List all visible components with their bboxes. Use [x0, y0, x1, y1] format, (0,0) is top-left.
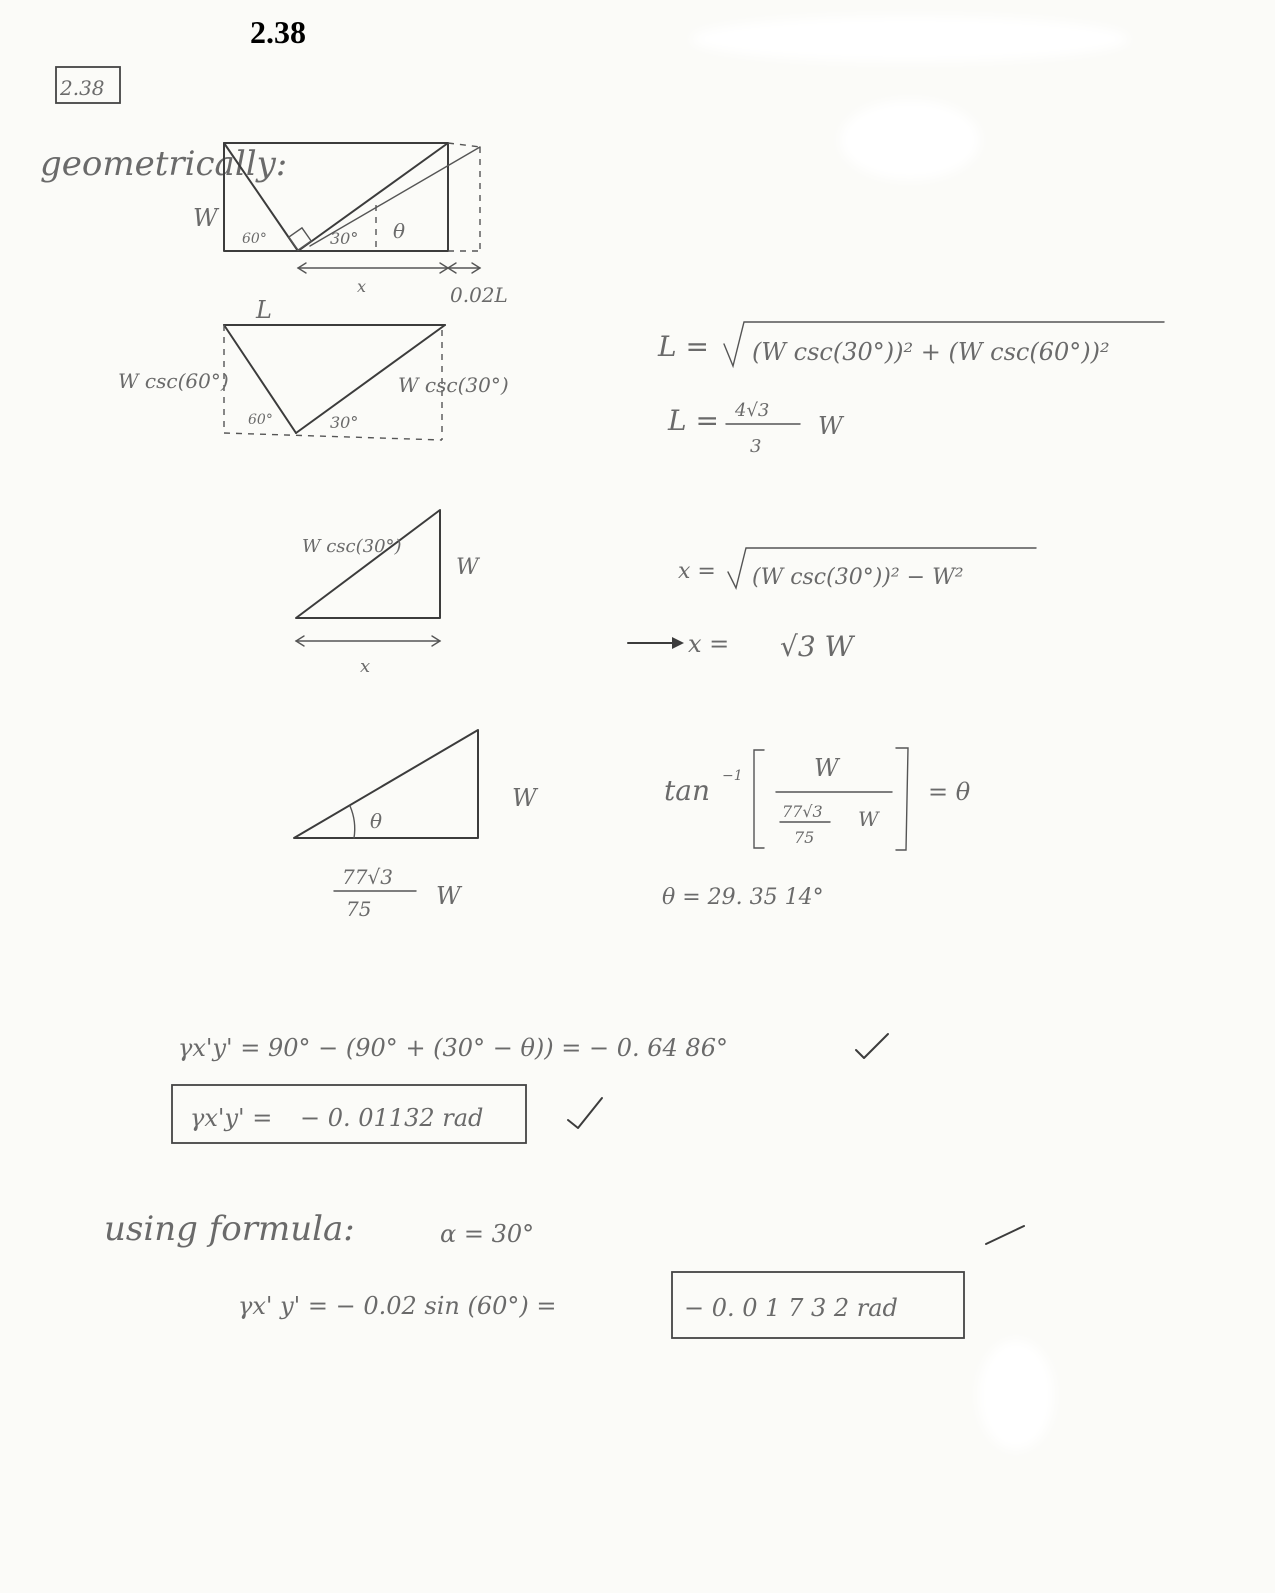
fig3-x-label: x — [360, 656, 371, 677]
eq-theta-inner-w: W — [858, 807, 879, 831]
fig4-base-w: W — [436, 882, 461, 910]
equation-x — [628, 548, 1036, 663]
eq-theta-inner-den: 75 — [794, 828, 815, 847]
fig1-x-label: x — [357, 277, 367, 296]
check-icon — [856, 1034, 888, 1058]
geometric-heading: geometrically: — [40, 144, 288, 184]
fig4-base-den: 75 — [346, 897, 372, 921]
fig1-extension-label: 0.02L — [450, 283, 508, 307]
eq-theta-num: W — [814, 754, 839, 782]
problem-title: 2.38 — [250, 14, 306, 50]
fig1-w-label: W — [193, 204, 218, 232]
fig2-left-side: W csc(60°) — [118, 369, 229, 393]
eq-x-radicand: (W csc(30°))² − W² — [752, 565, 964, 590]
fig1-angle-30: 30° — [330, 229, 359, 248]
gamma-degrees: γx'y' = 90° − (90° + (30° − θ)) = − 0. 64 86° — [178, 1034, 728, 1062]
fig4-base-num: 77√3 — [342, 865, 393, 889]
eq-x-prefix: x = — [678, 559, 716, 584]
figure-4-triangle — [294, 730, 539, 921]
gamma-rad-label: γx'y' = — [190, 1104, 273, 1132]
eq-l-result-w: W — [818, 412, 843, 440]
fig4-theta: θ — [370, 809, 383, 833]
formula-section — [104, 1209, 1024, 1338]
eq-theta-power: −1 — [722, 768, 743, 784]
eq-x-result: √3 W — [780, 630, 854, 663]
fig2-right-side: W csc(30°) — [398, 373, 509, 397]
fig2-angle-30: 30° — [330, 413, 359, 432]
paper-smudge — [978, 1340, 1054, 1450]
fig2-angle-60: 60° — [248, 412, 273, 428]
figure-2-triangle — [118, 296, 509, 440]
fig3-hypotenuse: W csc(30°) — [302, 536, 402, 557]
eq-theta-equals: = θ — [928, 778, 971, 806]
eq-l-result-num: 4√3 — [735, 400, 770, 421]
problem-tag — [56, 67, 120, 103]
arrow-icon — [672, 637, 684, 649]
eq-theta-func: tan — [664, 774, 710, 807]
fig4-w-label: W — [512, 784, 537, 812]
eq-l-result-prefix: L = — [668, 404, 719, 437]
eq-theta-value: θ = 29. 35 14° — [662, 885, 824, 910]
eq-theta-inner-num: 77√3 — [782, 802, 823, 821]
check-icon — [568, 1098, 602, 1128]
gamma-rad-value: − 0. 01132 rad — [300, 1104, 484, 1132]
eq-l-radicand: (W csc(30°))² + (W csc(60°))² — [752, 338, 1110, 366]
fig2-l-label: L — [256, 296, 272, 324]
eq-l-prefix: L = — [658, 330, 709, 363]
formula-alpha: α = 30° — [440, 1220, 535, 1248]
formula-gamma-answer: − 0. 0 1 7 3 2 rad — [684, 1294, 898, 1322]
eq-l-result-den: 3 — [750, 436, 762, 457]
results — [172, 1034, 888, 1143]
paper-smudge — [690, 16, 1130, 62]
problem-tag-label: 2.38 — [60, 76, 105, 100]
equation-theta — [662, 748, 971, 910]
fig3-w-label: W — [456, 555, 479, 580]
figure-3-triangle — [296, 510, 481, 677]
check-icon — [986, 1226, 1024, 1244]
fig1-angle-60: 60° — [242, 231, 267, 247]
formula-gamma-lhs: γx' y' = − 0.02 sin (60°) = — [238, 1292, 557, 1320]
eq-x-result-prefix: x = — [688, 630, 730, 658]
figure-1-deformed-rectangle — [193, 143, 508, 307]
equation-l — [657, 322, 1164, 457]
paper-smudge — [840, 100, 980, 180]
fig1-angle-theta: θ — [393, 219, 406, 243]
formula-heading: using formula: — [104, 1209, 355, 1249]
